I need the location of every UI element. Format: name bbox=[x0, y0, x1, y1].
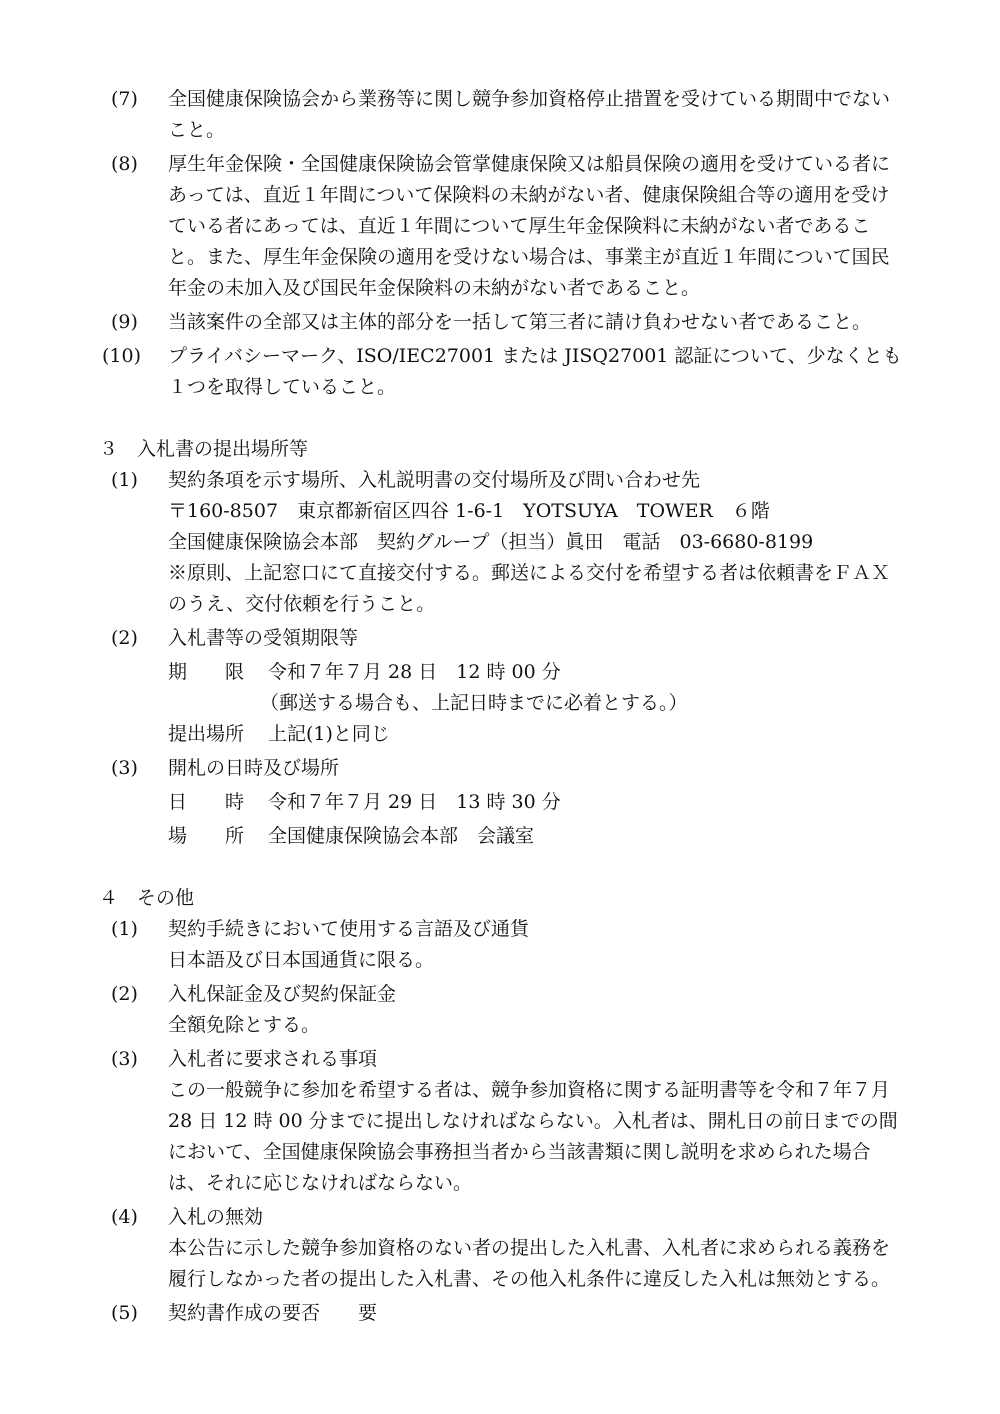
section-4-5-title: (5) 契約書作成の要否 要 bbox=[168, 1298, 1000, 1329]
delivery-note: ※原則、上記窓口にて直接交付する。郵送による交付を希望する者は依頼書をＦＡＸのうえ、交付依頼を行うこと。 bbox=[168, 562, 891, 615]
item-text: 厚生年金保険・全国健康保険協会管掌健康保険又は船員保険の適用を受けている者にあっては、直近１年間について保険料の未納がない者、健康保険組合等の適用を受けている者にあっては、直近１年間について厚生年金保険料に未納がない者であること。また、厚生年金保険の適用を受けない場合は、事業主が直近１年間について国民年金の未加入及び国民年金保険料の未納がない者であること。 bbox=[168, 153, 891, 299]
section-3-1-title: (1) 契約条項を示す場所、入札説明書の交付場所及び問い合わせ先 bbox=[168, 465, 1000, 496]
item-number: (10) bbox=[102, 345, 142, 367]
contact-info: 全国健康保険協会本部 契約グループ（担当）眞田 電話 03-6680-8199 bbox=[168, 531, 814, 553]
item-number: (8) bbox=[111, 153, 138, 175]
deadline-value: 令和７年７月 28 日 12 時 00 分 bbox=[268, 661, 561, 683]
submission-place-value: 上記(1)と同じ bbox=[268, 723, 390, 745]
section-4-1-body: 日本語及び日本国通貨に限る。 bbox=[168, 949, 435, 971]
section-3-2-title: (2) 入札書等の受領期限等 bbox=[168, 623, 1000, 654]
section-4-4-body: 本公告に示した競争参加資格のない者の提出した入札書、入札者に求められる義務を履行しなかった者の提出した入札書、その他入札条件に違反した入札は無効とする。 bbox=[168, 1237, 891, 1290]
section-3-3-title: (3) 開札の日時及び場所 bbox=[168, 753, 1000, 784]
submission-place-row bbox=[168, 719, 1000, 750]
list-item-7 bbox=[111, 84, 908, 146]
opening-place-value: 全国健康保険協会本部 会議室 bbox=[268, 825, 535, 847]
item-number: (9) bbox=[111, 311, 138, 333]
item-number: (2) bbox=[111, 627, 138, 649]
item-number: (3) bbox=[111, 757, 138, 779]
item-text: プライバシーマーク、ISO/IEC27001 または JISQ27001 認証について、少なくとも１つを取得していること。 bbox=[168, 345, 902, 398]
item-text: 当該案件の全部又は主体的部分を一括して第三者に請け負わせない者であること。 bbox=[168, 311, 872, 333]
section-4-heading: ４ その他 bbox=[99, 887, 195, 909]
section-4-4-title: (4) 入札の無効 bbox=[168, 1202, 1000, 1233]
opening-place-row bbox=[168, 821, 1000, 852]
opening-date-row bbox=[168, 787, 1000, 818]
opening-place-label: 場 所 bbox=[168, 825, 245, 847]
list-item-10 bbox=[102, 341, 908, 403]
deadline-label: 期 限 bbox=[168, 661, 245, 683]
item-number: (5) bbox=[111, 1302, 138, 1324]
item-number: (4) bbox=[111, 1206, 138, 1228]
item-text: 全国健康保険協会から業務等に関し競争参加資格停止措置を受けている期間中でないこと。 bbox=[168, 88, 891, 141]
opening-date-value: 令和７年７月 29 日 13 時 30 分 bbox=[268, 791, 561, 813]
list-item-9 bbox=[111, 307, 908, 338]
deadline-row bbox=[168, 657, 1000, 688]
section-4-3-body: この一般競争に参加を希望する者は、競争参加資格に関する証明書等を令和７年７月 28 日 12 時 00 分までに提出しなければならない。入札者は、開札日の前日までの間において、全国健康保険協会事務担当者から当該書類に関し説明を求められた場合は、それに応じなければならない。 bbox=[168, 1079, 898, 1194]
section-4-2-title: (2) 入札保証金及び契約保証金 bbox=[168, 979, 1000, 1010]
deadline-note: （郵送する場合も、上記日時までに必着とする。） bbox=[260, 692, 688, 714]
item-number: (1) bbox=[111, 918, 138, 940]
submission-place-label: 提出場所 bbox=[168, 723, 245, 745]
item-number: (1) bbox=[111, 469, 138, 491]
item-number: (7) bbox=[111, 88, 138, 110]
opening-date-label: 日 時 bbox=[168, 791, 245, 813]
address: 〒160-8507 東京都新宿区四谷 1-6-1 YOTSUYA TOWER ６階 bbox=[168, 500, 770, 522]
section-4-1-title: (1) 契約手続きにおいて使用する言語及び通貨 bbox=[168, 914, 1000, 945]
section-3-heading: ３ 入札書の提出場所等 bbox=[99, 438, 309, 460]
document-page bbox=[0, 84, 1000, 1329]
item-number: (2) bbox=[111, 983, 138, 1005]
section-4-3-title: (3) 入札者に要求される事項 bbox=[168, 1044, 1000, 1075]
list-item-8 bbox=[111, 149, 908, 304]
section-4-2-body: 全額免除とする。 bbox=[168, 1014, 321, 1036]
item-number: (3) bbox=[111, 1048, 138, 1070]
